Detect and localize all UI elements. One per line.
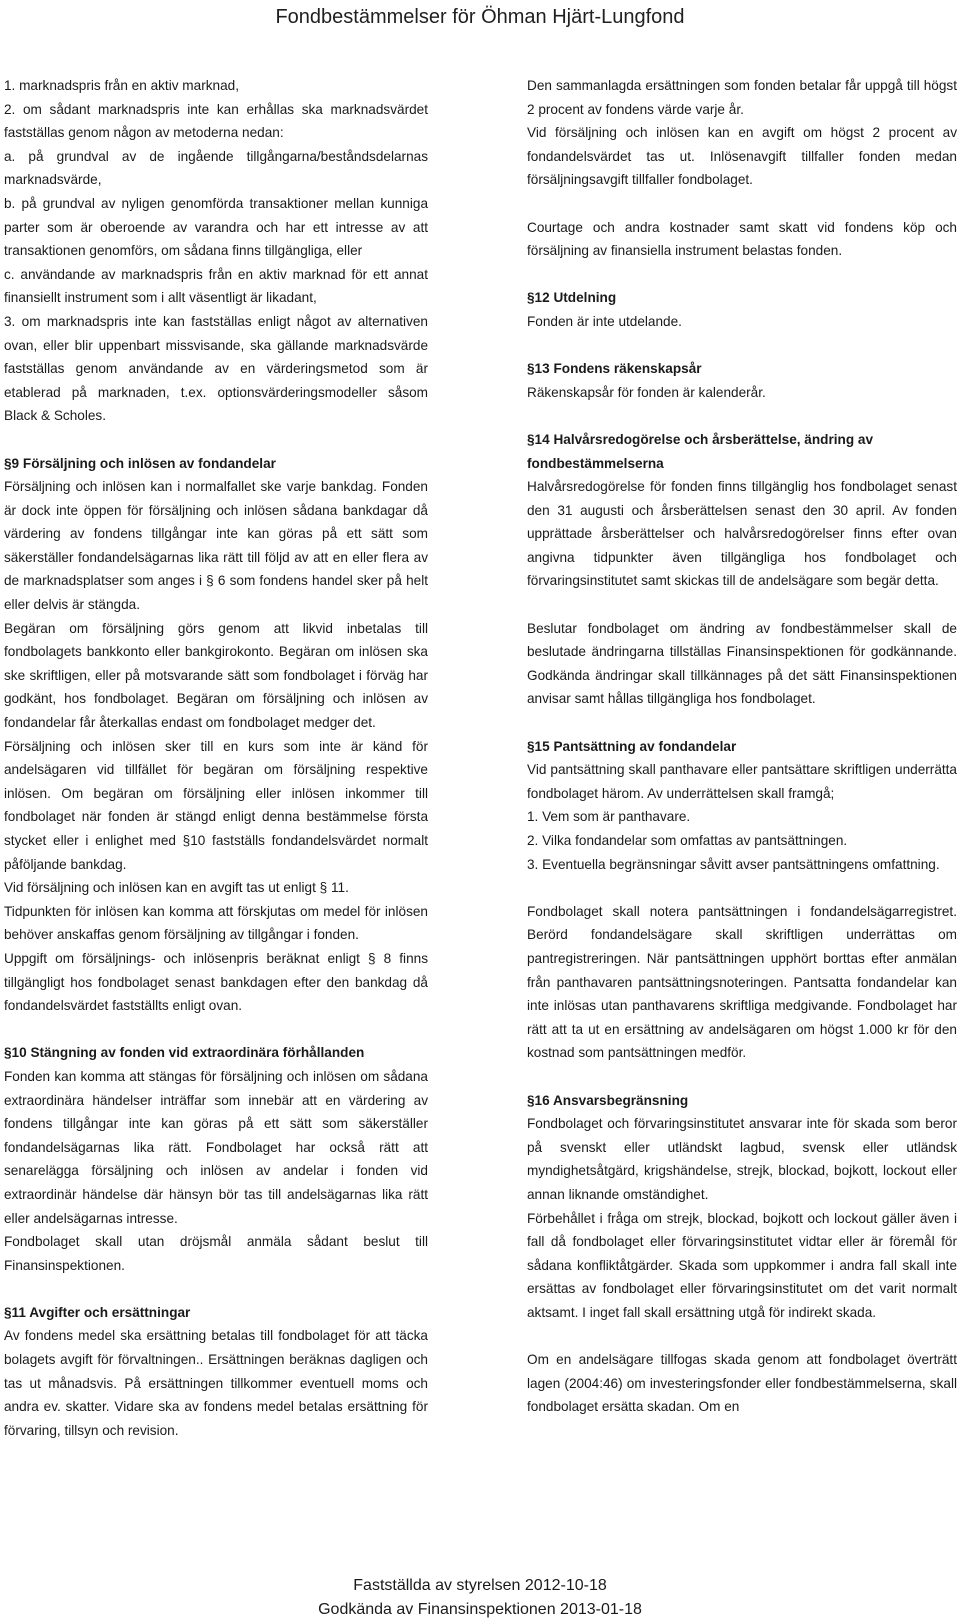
body-paragraph: Uppgift om försäljnings- och inlösenpris beräknat enligt § 8 finns tillgängligt hos fondbolaget senast bankdagen efter den bankdag då fondandelsvärdet fastställts enligt ovan. — [4, 950, 428, 1014]
section-heading: §12 Utdelning — [527, 290, 617, 306]
paragraph-spacer — [4, 1277, 428, 1301]
body-paragraph: Vid försäljning och inlösen kan en avgift tas ut enligt § 11. — [4, 880, 349, 896]
body-paragraph: 1. Vem som är panthavare. — [527, 809, 691, 825]
section-heading: §15 Pantsättning av fondandelar — [527, 738, 737, 754]
body-paragraph: 3. om marknadspris inte kan fastställas enligt något av alternativen ovan, eller blir uppenbart missvisande, ska gällande marknadsvärde fastställas genom användande av en värderingsmetod som är etablerad på marknaden, t.ex. optionsvärderingsmodeller såsom Black & Scholes. — [4, 313, 428, 424]
section-heading: §14 Halvårsredogörelse och årsberättelse, ändring av fondbestämmelserna — [527, 431, 874, 471]
body-paragraph: Beslutar fondbolaget om ändring av fondbestämmelser skall de beslutade ändringarna tillställas Finansinspektionen för godkännande. Godkända ändringar skall tillkännages på det sätt Finansinspektionen anvisar samt hållas tillgängliga hos fondbolaget. — [527, 620, 957, 707]
body-paragraph: Vid pantsättning skall panthavare eller pantsättare skriftligen underrätta fondbolaget härom. Av underrättelsen skall framgå; — [527, 762, 957, 801]
paragraph-spacer — [527, 263, 957, 287]
body-paragraph: 2. Vilka fondandelar som omfattas av pantsättningen. — [527, 833, 848, 848]
body-paragraph: Om en andelsägare tillfogas skada genom att fondbolaget överträtt lagen (2004:46) om investeringsfonder eller fondbestämmelserna, skall fondbolaget ersätta skadan. Om en — [527, 1352, 957, 1415]
section-heading: §11 Avgifter och ersättningar — [4, 1304, 191, 1320]
paragraph-spacer — [527, 192, 957, 216]
body-paragraph: Vid försäljning och inlösen kan en avgift om högst 2 procent av fondandelsvärdet tas ut. Inlösenavgift tillfaller fonden medan försäljningsavgift tillfaller fondbolaget. — [527, 125, 957, 188]
body-paragraph: 2. om sådant marknadspris inte kan erhållas ska marknadsvärdet fastställas genom någon av metoderna nedan: — [4, 101, 428, 141]
paragraph-spacer — [527, 711, 957, 735]
body-paragraph: Fonden är inte utdelande. — [527, 313, 682, 329]
body-paragraph: Begäran om försäljning görs genom att likvid inbetalas till fondbolagets bankkonto eller bankgirokonto. Begäran om inlösen ska ske skriftligen, eller på motsvarande sätt som fondbolaget i förväg har godkänt, hos fondbolaget. Begäran om försäljning och inlösen av fondandelar får återkallas endast om fondbolaget medger det. — [4, 620, 428, 731]
body-paragraph: Räkenskapsår för fonden är kalenderår. — [527, 384, 766, 400]
body-paragraph: 1. marknadspris från en aktiv marknad, — [4, 78, 239, 93]
paragraph-spacer — [527, 593, 957, 617]
page-header-title: Fondbestämmelser för Öhman Hjärt-Lungfond — [275, 6, 685, 28]
body-paragraph: c. användande av marknadspris från en aktiv marknad för ett annat finansiellt instrument som i allt väsentligt är likadant, — [4, 266, 428, 306]
section-heading: §13 Fondens räkenskapsår — [527, 361, 702, 377]
paragraph-spacer — [527, 1324, 957, 1348]
paragraph-spacer — [527, 404, 957, 428]
body-paragraph: Fondbolaget skall utan dröjsmål anmäla sådant beslut till Finansinspektionen. — [4, 1234, 428, 1273]
paragraph-spacer — [4, 428, 428, 452]
body-paragraph: a. på grundval av de ingående tillgångarna/beståndsdelarnas marknadsvärde, — [4, 148, 428, 188]
body-paragraph: Av fondens medel ska ersättning betalas till fondbolaget för att täcka bolagets avgift för förvaltningen.. Ersättningen beräknas dagligen och tas ut månadsvis. På ersättningen tillkommer eventuell moms och andra ev. skatter. Vidare ska av fondens medel betalas ersättning för förvaring, tillsyn och revision. — [4, 1328, 428, 1438]
section-heading: §9 Försäljning och inlösen av fondandelar — [4, 455, 276, 471]
paragraph-spacer — [4, 1018, 428, 1042]
footer-approved-board: Fastställda av styrelsen 2012-10-18 — [353, 1577, 607, 1594]
body-paragraph: Förbehållet i fråga om strejk, blockad, bojkott och lockout gäller även i fall då fondbolaget eller förvaringsinstitutet vidtar eller är föremål för sådana konfliktåtgärder. Skada som uppkommer i andra fall skall inte ersättas av fondbolaget eller förvaringsinstitutet om det varit normalt aktsamt. I inget fall skall ersättning utgå för indirekt skada. — [527, 1210, 957, 1320]
body-paragraph: Försäljning och inlösen sker till en kurs som inte är känd för andelsägaren vid tillfället för begäran om försäljning respektive inlösen. Om begäran om försäljning eller inlösen inkommer till fondbolaget när fonden är stängd enligt denna bestämmelse första stycket eller i enlighet med §10 fastställs fondandelsvärdet normalt påföljande bankdag. — [4, 738, 428, 872]
body-paragraph: Courtage och andra kostnader samt skatt vid fondens köp och försäljning av finansiella instrument belastas fonden. — [527, 219, 957, 259]
body-paragraph: Tidpunkten för inlösen kan komma att förskjutas om medel för inlösen behöver anskaffas genom försäljning av tillgångar i fonden. — [4, 903, 428, 943]
left-column — [4, 74, 428, 1442]
body-paragraph: b. på grundval av nyligen genomförda transaktioner mellan kunniga parter som är oberoende av varandra och har ett intresse av att transaktionen genomförs, om sådana finns tillgängliga, eller — [4, 195, 428, 259]
right-column — [527, 74, 957, 1419]
body-paragraph: 3. Eventuella begränsningar såvitt avser pantsättningens omfattning. — [527, 856, 940, 872]
body-paragraph: Försäljning och inlösen kan i normalfallet ske varje bankdag. Fonden är dock inte öppen för försäljning och inlösen sådana bankdagar då värdering av fondens tillgångar inte kan göras på ett sätt som säkerställer fondandelsägarnas lika rätt till följd av att en eller flera av de marknadsplatser som anges i § 6 som fondens handel sker på helt eller delvis är stängda. — [4, 479, 428, 613]
body-paragraph: Fonden kan komma att stängas för försäljning och inlösen om sådana extraordinära händelser inträffar som innebär att en värdering av fondens tillgångar inte kan göras på ett sätt som säkerställer fondandelsägarnas lika rätt. Fondbolaget har också rätt att senarelägga försäljning och inlösen av andelar i fonden vid extraordinär händelse där hänsyn bör tas till andelsägarnas lika rätt eller andelsägarnas intresse. — [4, 1068, 428, 1226]
section-heading: §10 Stängning av fonden vid extraordinära förhållanden — [4, 1045, 365, 1061]
paragraph-spacer — [527, 1065, 957, 1089]
body-paragraph: Halvårsredogörelse för fonden finns tillgänglig hos fondbolaget senast den 31 augusti och årsberättelsen senast den 30 april. Av fonden upprättade årsberättelser och halvårsredogörelser finns efter ovan angivna tidpunkter även tillgängliga hos fondbolaget och förvaringsinstitutet samt skickas till de andelsägare som begär detta. — [527, 479, 957, 589]
body-paragraph: Fondbolaget skall notera pantsättningen i fondandelsägarregistret. Berörd fondandelsägare skall skriftligen underrättas om pantregistreringen. När pantsättningen upphört borttas efter anmälan från panthavaren pantsättningsnoteringen. Pantsatta fondandelar kan inte inlösas utan panthavarens skriftliga medgivande. Fondbolaget har rätt att ta ut en ersättning av andelsägaren om högst 1.000 kr för den kostnad som pantsättningen medför. — [527, 903, 957, 1061]
section-heading: §16 Ansvarsbegränsning — [527, 1092, 689, 1108]
body-paragraph: Fondbolaget och förvaringsinstitutet ansvarar inte för skada som beror på svenskt eller utländskt lagbud, svensk eller utländsk myndighetsåtgärd, krigshändelse, strejk, blockad, bojkott, lockout eller annan liknande omständighet. — [527, 1116, 957, 1202]
body-paragraph: Den sammanlagda ersättningen som fonden betalar får uppgå till högst 2 procent av fondens värde varje år. — [527, 78, 957, 117]
footer-approved-authority: Godkända av Finansinspektionen 2013-01-18 — [318, 1601, 642, 1618]
paragraph-spacer — [527, 334, 957, 358]
paragraph-spacer — [527, 876, 957, 900]
